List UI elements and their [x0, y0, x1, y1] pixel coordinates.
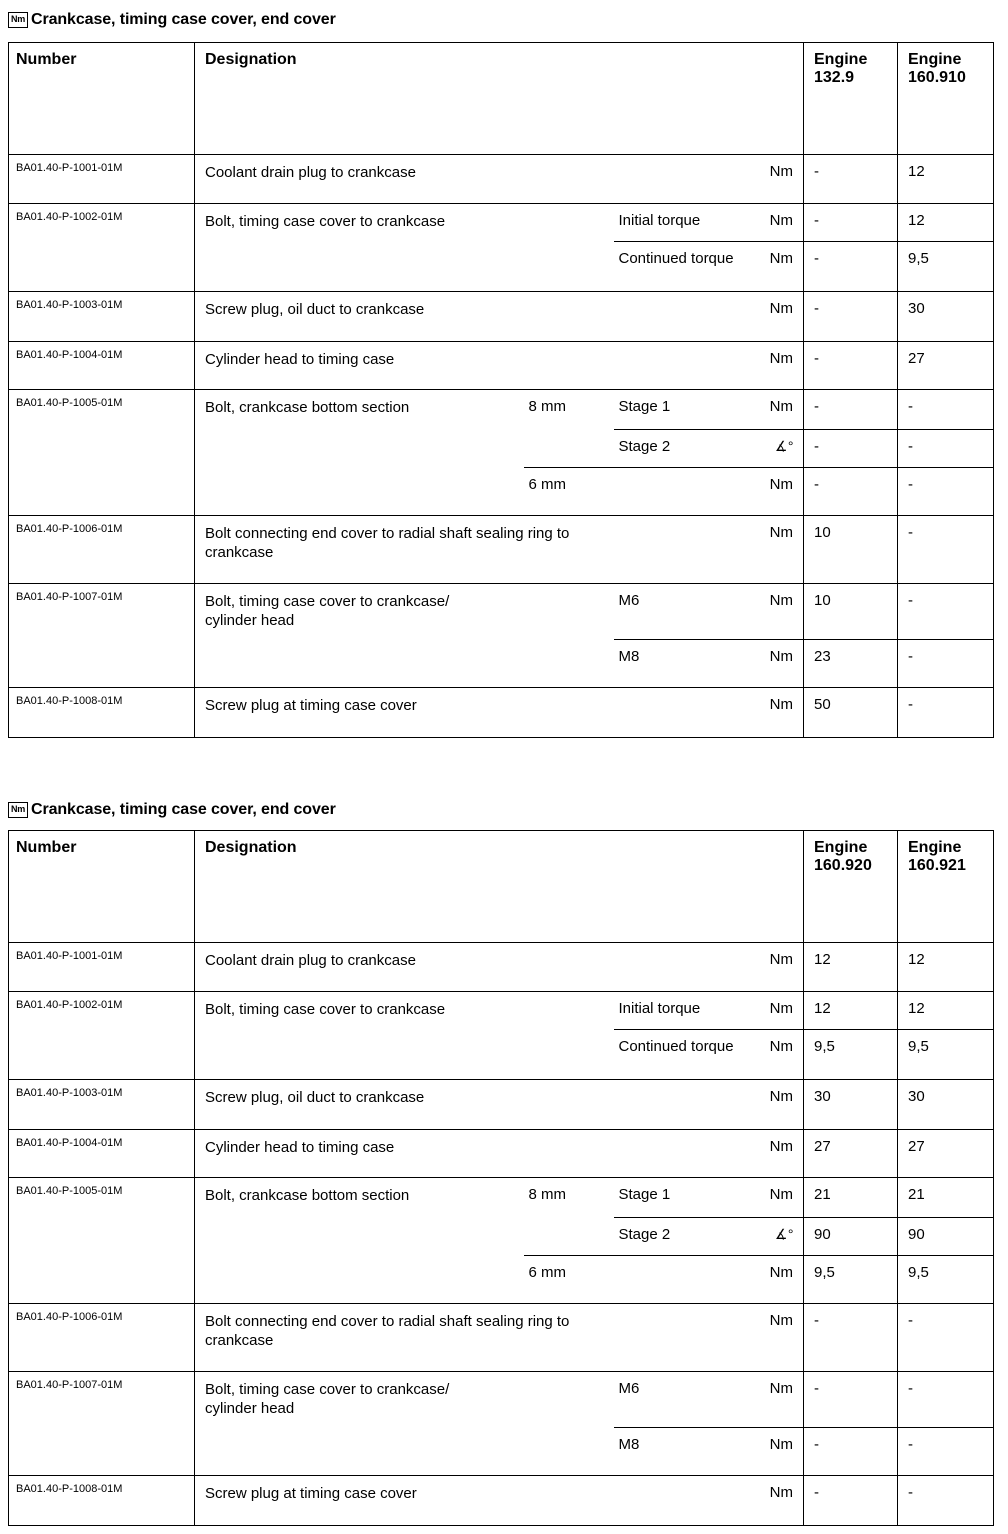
row-value-b: - [898, 688, 994, 738]
row-unit: Nm [764, 1372, 804, 1428]
header-engine-b: Engine 160.910 [898, 43, 994, 155]
header-number: Number [9, 43, 195, 155]
row-number: BA01.40-P-1004-01M [9, 342, 195, 390]
row-value-b: - [898, 1304, 994, 1372]
row-designation: Coolant drain plug to crankcase [195, 943, 764, 992]
row-value-b: 21 [898, 1178, 994, 1218]
row-value-b: 9,5 [898, 1030, 994, 1080]
header-engine-a: Engine 132.9 [804, 43, 898, 155]
row-unit: Nm [764, 1130, 804, 1178]
row-value-a: - [804, 155, 898, 204]
row-value-b: - [898, 430, 994, 468]
row-value-b: - [898, 1428, 994, 1476]
row-value-a: - [804, 242, 898, 292]
row-value-b: - [898, 1476, 994, 1526]
table-row [9, 1372, 994, 1428]
row-value-b: - [898, 468, 994, 516]
row-designation: Cylinder head to timing case [195, 1130, 764, 1178]
row-unit: Nm [764, 1030, 804, 1080]
row-number: BA01.40-P-1008-01M [9, 688, 195, 738]
row-value-a: - [804, 1372, 898, 1428]
table-row [9, 1080, 994, 1130]
row-unit: Nm [764, 390, 804, 430]
row-condition: Stage 2 [614, 1218, 764, 1256]
row-condition: Initial torque [614, 204, 764, 242]
row-value-a: 10 [804, 584, 898, 640]
row-value-a: 90 [804, 1218, 898, 1256]
table-header-row [9, 831, 994, 943]
table-row [9, 292, 994, 342]
row-unit: Nm [764, 943, 804, 992]
row-value-a: - [804, 1476, 898, 1526]
row-value-b: 30 [898, 292, 994, 342]
row-condition: M8 [614, 1428, 764, 1476]
row-condition: Stage 1 [614, 390, 764, 430]
row-condition: Stage 2 [614, 430, 764, 468]
row-designation: Cylinder head to timing case [195, 342, 764, 390]
row-designation: Bolt connecting end cover to radial shaft sealing ring to crankcase [195, 516, 614, 584]
table-row [9, 1178, 994, 1218]
row-value-a: 12 [804, 992, 898, 1030]
row-value-a: 9,5 [804, 1256, 898, 1304]
row-number: BA01.40-P-1003-01M [9, 1080, 195, 1130]
row-unit: Nm [764, 992, 804, 1030]
row-value-b: 27 [898, 1130, 994, 1178]
section-title-text: Crankcase, timing case cover, end cover [31, 11, 336, 28]
row-designation: Screw plug, oil duct to crankcase [195, 1080, 764, 1130]
section-title [8, 8, 336, 32]
row-number: BA01.40-P-1005-01M [9, 390, 195, 516]
row-value-b: - [898, 516, 994, 584]
row-unit: Nm [764, 342, 804, 390]
row-number: BA01.40-P-1005-01M [9, 1178, 195, 1304]
row-value-a: - [804, 204, 898, 242]
header-engine-b: Engine 160.921 [898, 831, 994, 943]
row-value-a: 23 [804, 640, 898, 688]
row-value-a: 9,5 [804, 1030, 898, 1080]
row-value-a: - [804, 468, 898, 516]
row-value-a: 30 [804, 1080, 898, 1130]
row-unit: Nm [764, 640, 804, 688]
row-value-a: 21 [804, 1178, 898, 1218]
row-condition: Stage 1 [614, 1178, 764, 1218]
header-designation: Designation [195, 831, 804, 943]
row-value-b: 9,5 [898, 242, 994, 292]
table-row [9, 943, 994, 992]
table-row [9, 1130, 994, 1178]
row-designation: Bolt, crankcase bottom section [195, 390, 524, 516]
row-number: BA01.40-P-1007-01M [9, 584, 195, 688]
row-size: 8 mm [524, 1178, 614, 1256]
table-row [9, 204, 994, 242]
header-number: Number [9, 831, 195, 943]
row-number: BA01.40-P-1001-01M [9, 155, 195, 204]
row-unit: Nm [764, 584, 804, 640]
row-value-b: 30 [898, 1080, 994, 1130]
row-unit: Nm [764, 204, 804, 242]
row-value-b: 9,5 [898, 1256, 994, 1304]
row-unit: Nm [764, 1428, 804, 1476]
row-size: 8 mm [524, 390, 614, 468]
row-designation: Bolt, crankcase bottom section [195, 1178, 524, 1304]
table-row [9, 155, 994, 204]
row-designation: Bolt, timing case cover to crankcase/ cylinder head [195, 584, 524, 688]
row-value-b: 12 [898, 943, 994, 992]
row-designation: Screw plug at timing case cover [195, 1476, 764, 1526]
row-value-a: 12 [804, 943, 898, 992]
row-designation: Screw plug, oil duct to crankcase [195, 292, 764, 342]
table-row [9, 1304, 994, 1372]
row-unit: Nm [764, 242, 804, 292]
row-value-a: 10 [804, 516, 898, 584]
row-value-a: - [804, 1428, 898, 1476]
row-unit: Nm [764, 292, 804, 342]
row-unit: Nm [764, 1178, 804, 1218]
table-row [9, 992, 994, 1030]
row-value-b: - [898, 390, 994, 430]
row-condition: M6 [614, 1372, 764, 1428]
row-condition: M6 [614, 584, 764, 640]
row-unit: Nm [764, 1080, 804, 1130]
row-value-b: 27 [898, 342, 994, 390]
torque-nm-icon: Nm [8, 802, 28, 818]
row-number: BA01.40-P-1006-01M [9, 516, 195, 584]
row-number: BA01.40-P-1002-01M [9, 204, 195, 292]
header-engine-a: Engine 160.920 [804, 831, 898, 943]
row-designation: Screw plug at timing case cover [195, 688, 764, 738]
row-condition: Continued torque [614, 242, 764, 292]
torque-spec-table [8, 830, 994, 1526]
header-designation: Designation [195, 43, 804, 155]
row-condition: M8 [614, 640, 764, 688]
torque-spec-table [8, 42, 994, 738]
table-row [9, 342, 994, 390]
row-value-a: - [804, 430, 898, 468]
row-unit: Nm [764, 1476, 804, 1526]
row-value-b: 12 [898, 204, 994, 242]
row-number: BA01.40-P-1008-01M [9, 1476, 195, 1526]
table-row [9, 516, 994, 584]
row-designation: Bolt, timing case cover to crankcase [195, 204, 614, 292]
row-value-a: - [804, 390, 898, 430]
row-value-b: - [898, 1372, 994, 1428]
angle-unit-icon: ∡° [764, 1218, 804, 1256]
row-designation: Bolt, timing case cover to crankcase [195, 992, 614, 1080]
row-value-b: 12 [898, 155, 994, 204]
row-value-b: 90 [898, 1218, 994, 1256]
row-number: BA01.40-P-1007-01M [9, 1372, 195, 1476]
row-unit: Nm [764, 516, 804, 584]
table-row [9, 1476, 994, 1526]
row-condition: Initial torque [614, 992, 764, 1030]
row-unit: Nm [764, 1256, 804, 1304]
row-value-a: - [804, 1304, 898, 1372]
row-number: BA01.40-P-1006-01M [9, 1304, 195, 1372]
row-value-a: - [804, 342, 898, 390]
row-size: 6 mm [524, 468, 764, 516]
row-condition: Continued torque [614, 1030, 764, 1080]
table-row [9, 390, 994, 430]
section-title-text: Crankcase, timing case cover, end cover [31, 801, 336, 818]
row-unit: Nm [764, 688, 804, 738]
row-number: BA01.40-P-1002-01M [9, 992, 195, 1080]
row-number: BA01.40-P-1003-01M [9, 292, 195, 342]
table-row [9, 584, 994, 640]
table-row [9, 688, 994, 738]
table-header-row [9, 43, 994, 155]
torque-nm-icon: Nm [8, 12, 28, 28]
row-number: BA01.40-P-1001-01M [9, 943, 195, 992]
row-value-b: 12 [898, 992, 994, 1030]
section-title [8, 798, 336, 822]
row-value-a: - [804, 292, 898, 342]
row-value-a: 27 [804, 1130, 898, 1178]
row-number: BA01.40-P-1004-01M [9, 1130, 195, 1178]
row-unit: Nm [764, 1304, 804, 1372]
row-unit: Nm [764, 468, 804, 516]
row-designation: Bolt, timing case cover to crankcase/ cylinder head [195, 1372, 524, 1476]
row-value-b: - [898, 584, 994, 640]
angle-unit-icon: ∡° [764, 430, 804, 468]
row-size: 6 mm [524, 1256, 764, 1304]
row-value-a: 50 [804, 688, 898, 738]
row-designation: Bolt connecting end cover to radial shaft sealing ring to crankcase [195, 1304, 614, 1372]
row-designation: Coolant drain plug to crankcase [195, 155, 764, 204]
row-value-b: - [898, 640, 994, 688]
row-unit: Nm [764, 155, 804, 204]
